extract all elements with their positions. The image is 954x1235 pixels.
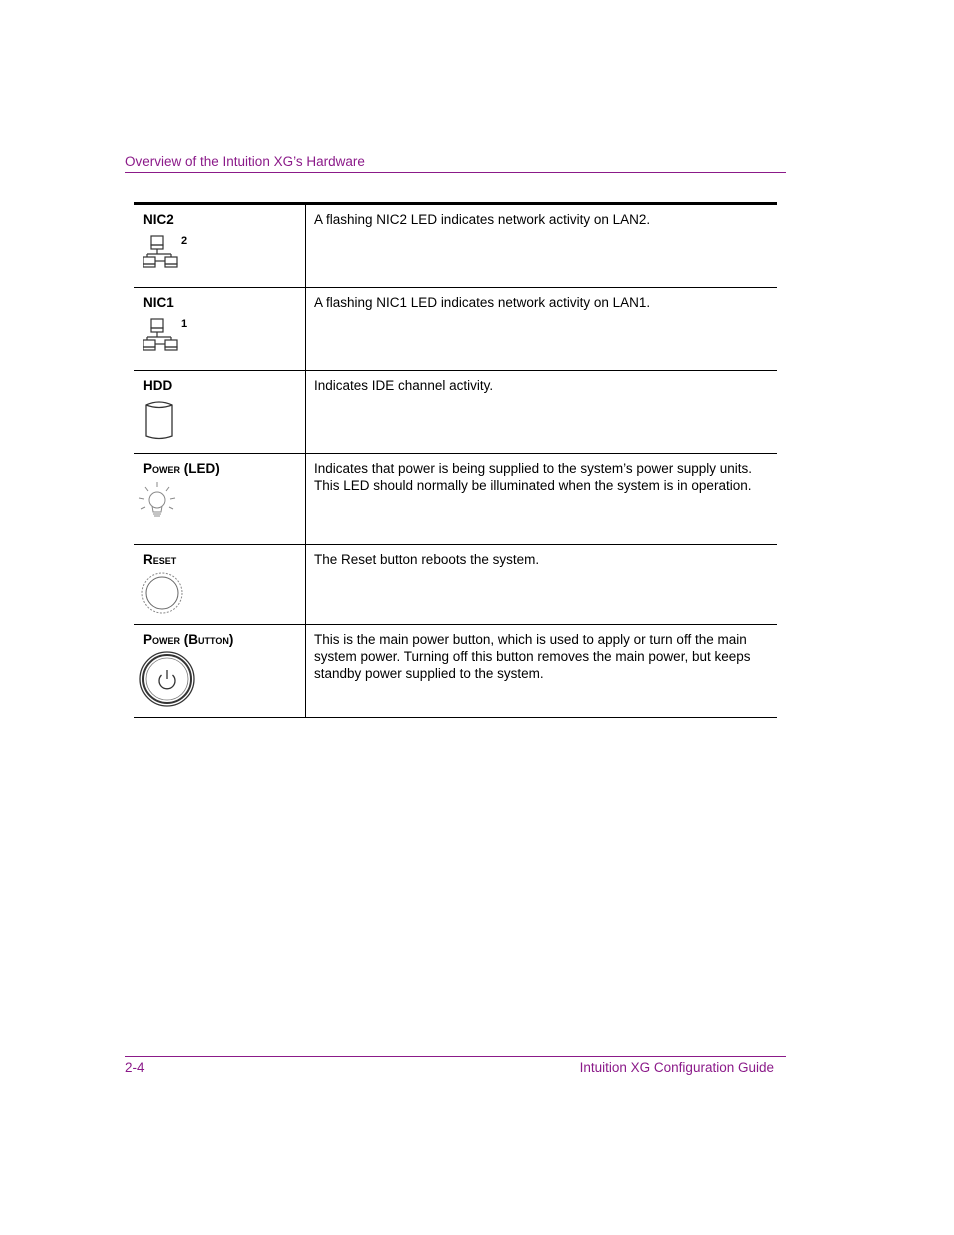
indicator-cell [134, 371, 306, 453]
indicator-cell [134, 545, 306, 624]
reset-button-icon [139, 570, 185, 616]
indicator-cell [134, 625, 306, 717]
hard-drive-icon [143, 398, 177, 442]
indicator-cell [134, 288, 306, 370]
table-row [134, 371, 777, 454]
table-row [134, 454, 777, 545]
header-rule [125, 172, 786, 173]
indicator-label: Power (LED) [143, 461, 220, 476]
icon-number: 2 [181, 235, 188, 247]
icon-number: 1 [181, 318, 188, 330]
indicator-description: Indicates IDE channel activity. [314, 378, 494, 393]
network-lan2-icon [143, 234, 193, 274]
indicator-label: Reset [143, 552, 177, 567]
table-row [134, 625, 777, 718]
indicator-cell [134, 205, 306, 287]
light-bulb-icon [135, 479, 179, 525]
guide-title: Intuition XG Configuration Guide [579, 1060, 774, 1075]
indicator-description: The Reset button reboots the system. [314, 552, 540, 567]
indicator-label: NIC1 [143, 295, 174, 310]
indicator-description: Indicates that power is being supplied to the system’s power supply units. This LED should normally be illuminated when the system is in operation. [314, 461, 752, 493]
page-number: 2-4 [125, 1060, 145, 1075]
indicator-label: NIC2 [143, 212, 174, 227]
power-button-icon [138, 650, 198, 710]
indicator-description: This is the main power button, which is used to apply or turn off the main system power. Turning off this button removes the main power, but keeps standby power supplied to the system. [314, 632, 751, 681]
indicator-label: HDD [143, 378, 173, 393]
network-lan1-icon [143, 317, 193, 357]
table-row [134, 288, 777, 371]
table-row [134, 545, 777, 625]
indicator-cell [134, 454, 306, 544]
indicator-description: A flashing NIC2 LED indicates network activity on LAN2. [314, 212, 651, 227]
running-header: Overview of the Intuition XG’s Hardware [125, 154, 365, 169]
table-row [134, 205, 777, 288]
led-indicator-table [134, 202, 777, 718]
footer-rule [125, 1056, 786, 1057]
indicator-description: A flashing NIC1 LED indicates network activity on LAN1. [314, 295, 651, 310]
indicator-label: Power (Button) [143, 632, 234, 647]
